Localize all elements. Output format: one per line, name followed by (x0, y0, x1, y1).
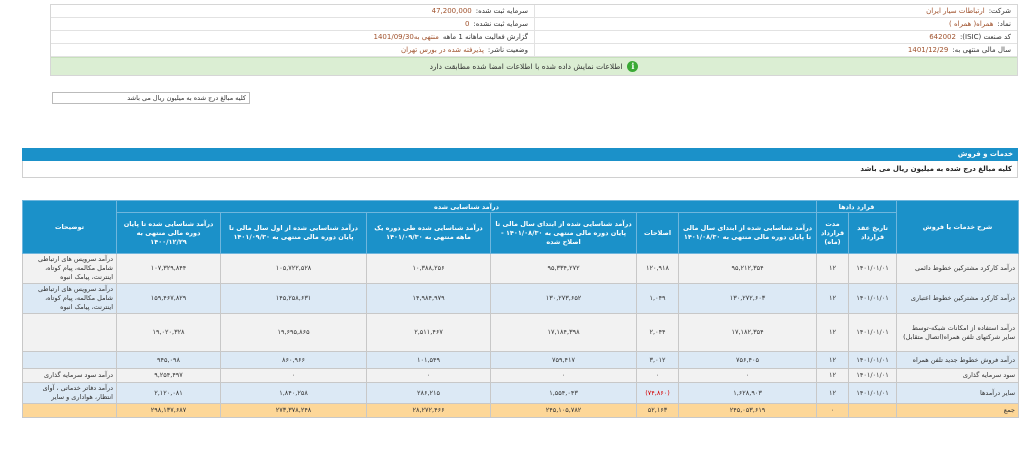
total-date (849, 404, 897, 418)
row-cumulative-prev: ۱۳۰,۲۷۲,۶۰۳ (679, 284, 817, 314)
row-duration: ۱۲ (817, 314, 849, 352)
notice-text: اطلاعات نمایش داده شده با اطلاعات امضا شده مطابقت دارد (429, 62, 623, 71)
isic-cell (534, 31, 1017, 43)
row-prev-year: ۲,۱۲۰,۰۸۱ (117, 383, 221, 404)
info-icon: i (627, 61, 638, 72)
row-cumulative-adjusted: ۰ (491, 369, 637, 383)
row-duration: ۱۲ (817, 383, 849, 404)
report-value: منتهی به1401/09/30 (373, 33, 439, 41)
header-ytd: درآمد شناسایی شده از اول سال مالی تا پایان دوره مالی منتهی به ۱۴۰۱/۰۹/۳۰ (221, 213, 367, 254)
row-duration: ۱۲ (817, 352, 849, 369)
header-cumulative-prev: درآمد شناسایی شده از ابتدای سال مالی تا پایان دوره مالی منتهی به ۱۴۰۱/۰۸/۳۰ (679, 213, 817, 254)
section-subtitle: کلیه مبالغ درج شده به میلیون ریال می باشد (22, 161, 1018, 178)
row-cumulative-prev: ۰ (679, 369, 817, 383)
table-row (23, 254, 1019, 284)
header-revenue: درآمد شناسایی شده (117, 201, 817, 213)
row-notes (23, 352, 117, 369)
row-service: سود سرمایه گذاری (897, 369, 1019, 383)
row-adjustments: ۱,۰۴۹ (637, 284, 679, 314)
reg-capital-value: 47,200,000 (431, 7, 472, 15)
row-month: ۱۰۱,۵۴۹ (367, 352, 491, 369)
row-notes: درآمد دفاتر خدماتی ، آوای انتظار، هواداری و سایر (23, 383, 117, 404)
total-month: ۲۸,۲۷۲,۴۶۶ (367, 404, 491, 418)
report-label: گزارش فعالیت ماهانه 1 ماهه (442, 33, 528, 41)
row-month: ۲۸۶,۲۱۵ (367, 383, 491, 404)
row-adjustments: ۲,۰۴۴ (637, 314, 679, 352)
row-ytd: ۸۶۰,۹۶۶ (221, 352, 367, 369)
row-notes: درآمد سرویس های ارتباطی شامل مکالمه، پیام کوتاه، اینترنت، پیامک انبوه (23, 284, 117, 314)
row-cumulative-adjusted: ۱۷,۱۸۴,۳۹۸ (491, 314, 637, 352)
row-month: ۱۴,۹۸۴,۹۷۹ (367, 284, 491, 314)
row-cumulative-adjusted: ۱۳۰,۲۷۳,۶۵۲ (491, 284, 637, 314)
row-prev-year: ۹۴۵,۰۹۸ (117, 352, 221, 369)
info-row (51, 31, 1017, 44)
row-date: ۱۴۰۱/۰۱/۰۱ (849, 383, 897, 404)
row-cumulative-prev: ۹۵,۲۱۲,۳۵۴ (679, 254, 817, 284)
company-cell (534, 5, 1017, 17)
row-adjustments: ۱۲۰,۹۱۸ (637, 254, 679, 284)
verification-notice (51, 57, 1017, 75)
unreg-capital-label: سرمایه ثبت نشده: (473, 20, 528, 28)
company-label: شرکت: (988, 7, 1011, 15)
publisher-value: پذیرفته شده در بورس تهران (401, 46, 484, 54)
unit-select[interactable]: کلیه مبالغ درج شده به میلیون ریال می باشد (52, 92, 250, 104)
total-adjustments: ۵۲,۱۶۳ (637, 404, 679, 418)
table-row (23, 352, 1019, 369)
isic-value: 642002 (929, 33, 956, 41)
total-cumulative-adjusted: ۲۴۵,۱۰۵,۷۸۲ (491, 404, 637, 418)
total-duration: ۰ (817, 404, 849, 418)
row-date: ۱۴۰۱/۰۱/۰۱ (849, 314, 897, 352)
row-service: درآمد کارکرد مشترکین خطوط دائمی (897, 254, 1019, 284)
total-cumulative-prev: ۲۴۵,۰۵۳,۶۱۹ (679, 404, 817, 418)
header-month: درآمد شناسایی شده طی دوره یک ماهه منتهی به ۱۴۰۱/۰۹/۳۰ (367, 213, 491, 254)
row-adjustments: (۷۴,۸۶۰) (637, 383, 679, 404)
total-ytd: ۲۷۳,۳۷۸,۲۴۸ (221, 404, 367, 418)
row-service: درآمد فروش خطوط جدید تلفن همراه (897, 352, 1019, 369)
header-contracts: قرارد دادها (817, 201, 897, 213)
table-row (23, 369, 1019, 383)
unreg-capital-value: 0 (464, 20, 470, 28)
row-notes: درآمد سرویس های ارتباطی شامل مکالمه، پیام کوتاه، اینترنت، پیامک انبوه (23, 254, 117, 284)
header-contract-date: تاریخ عقد قرارداد (849, 213, 897, 254)
reg-capital-label: سرمایه ثبت شده: (475, 7, 528, 15)
row-ytd: ۰ (221, 369, 367, 383)
row-month: ۲,۵۱۱,۴۶۷ (367, 314, 491, 352)
row-duration: ۱۲ (817, 369, 849, 383)
row-cumulative-prev: ۷۵۶,۴۰۵ (679, 352, 817, 369)
row-cumulative-adjusted: ۹۵,۳۳۴,۲۷۲ (491, 254, 637, 284)
fiscal-cell (534, 44, 1017, 56)
row-ytd: ۱۴۵,۲۵۸,۶۳۱ (221, 284, 367, 314)
total-label: جمع (897, 404, 1019, 418)
row-date: ۱۴۰۱/۰۱/۰۱ (849, 254, 897, 284)
row-cumulative-adjusted: ۷۵۹,۴۱۷ (491, 352, 637, 369)
header-notes: توضیحات (23, 201, 117, 254)
symbol-value[interactable]: همراه( همراه ) (949, 20, 994, 28)
row-adjustments: ۳,۰۱۲ (637, 352, 679, 369)
publisher-cell (51, 44, 534, 56)
row-prev-year: ۱۵۹,۴۶۷,۸۲۹ (117, 284, 221, 314)
fiscal-label: سال مالی منتهی به: (952, 46, 1011, 54)
total-row (23, 404, 1019, 418)
row-service: درآمد کارکرد مشترکین خطوط اعتباری (897, 284, 1019, 314)
row-ytd: ۱,۸۴۰,۲۵۸ (221, 383, 367, 404)
company-value[interactable]: ارتباطات سیار ایران (926, 7, 985, 15)
row-service: سایر درآمدها (897, 383, 1019, 404)
header-prev-year: درآمد شناسایی شده تا پایان دوره مالی منتهی به ۱۴۰۰/۱۲/۲۹ (117, 213, 221, 254)
isic-label: کد صنعت (ISIC): (959, 33, 1011, 41)
total-notes (23, 404, 117, 418)
row-cumulative-adjusted: ۱,۵۵۴,۰۴۳ (491, 383, 637, 404)
row-prev-year: ۱۰۷,۳۲۹,۸۴۴ (117, 254, 221, 284)
total-prev-year: ۲۹۸,۱۳۷,۶۸۷ (117, 404, 221, 418)
row-month: ۰ (367, 369, 491, 383)
fiscal-value: 1401/12/29 (907, 46, 949, 54)
info-row (51, 18, 1017, 31)
table-row (23, 284, 1019, 314)
row-date: ۱۴۰۱/۰۱/۰۱ (849, 369, 897, 383)
row-notes (23, 314, 117, 352)
row-date: ۱۴۰۱/۰۱/۰۱ (849, 284, 897, 314)
row-duration: ۱۲ (817, 254, 849, 284)
row-ytd: ۱۹,۶۹۵,۸۶۵ (221, 314, 367, 352)
header-service: شرح خدمات یا فروش (897, 201, 1019, 254)
services-table (22, 200, 1018, 418)
reg-capital-cell (51, 5, 534, 17)
section-title: خدمات و فروش (22, 148, 1018, 161)
info-row (51, 44, 1017, 57)
row-notes: درآمد سود سرمایه گذاری (23, 369, 117, 383)
row-prev-year: ۹,۲۵۴,۴۹۷ (117, 369, 221, 383)
row-adjustments: ۰ (637, 369, 679, 383)
header-adjustments: اصلاحات (637, 213, 679, 254)
row-prev-year: ۱۹,۰۲۰,۳۲۸ (117, 314, 221, 352)
row-cumulative-prev: ۱,۶۲۸,۹۰۳ (679, 383, 817, 404)
row-cumulative-prev: ۱۷,۱۸۲,۳۵۴ (679, 314, 817, 352)
symbol-label: نماد: (997, 20, 1011, 28)
info-row (51, 5, 1017, 18)
row-month: ۱۰,۳۸۸,۲۵۶ (367, 254, 491, 284)
table-row (23, 383, 1019, 404)
row-ytd: ۱۰۵,۷۲۲,۵۲۸ (221, 254, 367, 284)
report-cell (51, 31, 534, 43)
header-duration: مدت قرارداد (ماه) (817, 213, 849, 254)
header-cumulative-adjusted: درآمد شناسایی شده از ابتدای سال مالی تا پایان دوره مالی منتهی به ۱۴۰۱/۰۸/۳۰ - اصلاح شده (491, 213, 637, 254)
publisher-label: وضعیت ناشر: (487, 46, 528, 54)
company-info-panel (50, 4, 1018, 76)
table-row (23, 314, 1019, 352)
row-date: ۱۴۰۱/۰۱/۰۱ (849, 352, 897, 369)
row-duration: ۱۲ (817, 284, 849, 314)
unreg-capital-cell (51, 18, 534, 30)
row-service: درآمد استفاده از امکانات شبکه-توسط سایر شرکتهای تلفن همراه(اتصال متقابل) (897, 314, 1019, 352)
symbol-cell (534, 18, 1017, 30)
